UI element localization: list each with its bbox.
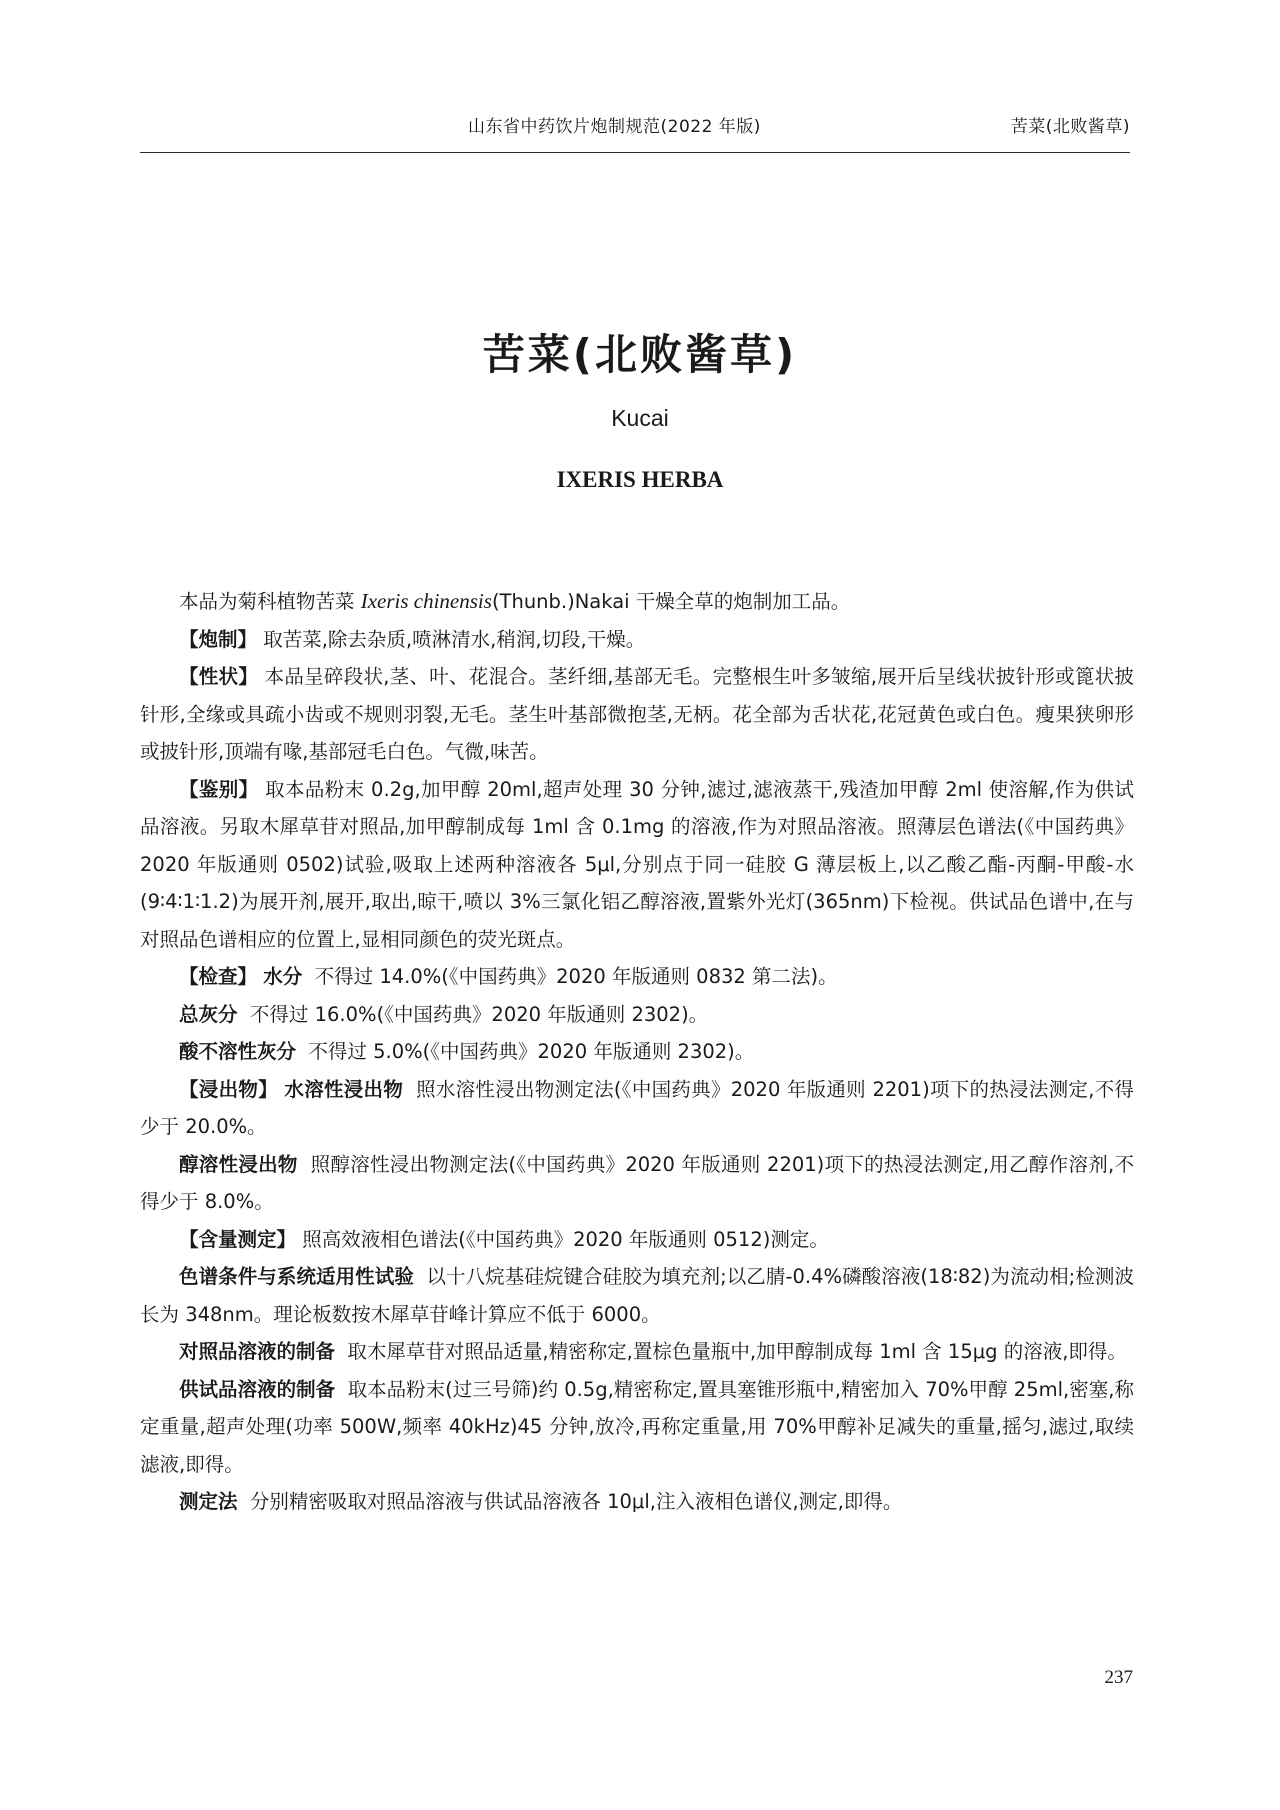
description-text: 本品呈碎段状,茎、叶、花混合。茎纤细,基部无毛。完整根生叶多皱缩,展开后呈线状披针形或篦状披针形,全缘或具疏小齿或不规则羽裂,无毛。茎生叶基部微抱茎,无柄。花全部为舌状花,花冠黄色或白色。瘦果狭卵形或披针形,顶端有喙,基部冠毛白色。气微,味苦。	[140, 665, 1134, 763]
acid-ash-term: 酸不溶性灰分	[179, 1040, 297, 1063]
reference-solution-text: 取木犀草苷对照品适量,精密称定,置棕色量瓶中,加甲醇制成每 1ml 含 15μg 的溶液,即得。	[347, 1340, 1127, 1363]
intro-suffix: (Thunb.)Nakai 干燥全草的炮制加工品。	[491, 590, 851, 613]
intro-paragraph	[140, 583, 1134, 621]
test-solution-term: 供试品溶液的制备	[179, 1377, 336, 1401]
water-extract-text: 照水溶性浸出物测定法(《中国药典》2020 年版通则 2201)项下的热浸法测定,不得少于 20.0%。	[140, 1077, 1134, 1138]
description-paragraph	[140, 658, 1134, 771]
monograph-body	[140, 583, 1134, 1521]
inspection-water-paragraph	[140, 958, 1134, 996]
acid-ash-text: 不得过 5.0%(《中国药典》2020 年版通则 2302)。	[308, 1040, 755, 1063]
processing-paragraph	[140, 621, 1134, 659]
running-header	[140, 112, 1130, 153]
description-label: 【性状】	[179, 665, 259, 688]
running-header-section-title: 苦菜(北败酱草)	[1010, 117, 1130, 137]
assay-label: 【含量测定】	[179, 1227, 297, 1251]
assay-paragraph	[140, 1221, 1134, 1259]
acid-ash-paragraph	[140, 1033, 1134, 1071]
reference-solution-paragraph	[140, 1333, 1134, 1371]
identification-paragraph	[140, 771, 1134, 959]
identification-text: 取本品粉末 0.2g,加甲醇 20ml,超声处理 30 分钟,滤过,滤液蒸干,残渣加甲醇 2ml 使溶解,作为供试品溶液。另取木犀草苷对照品,加甲醇制成每 1ml 含 0.1mg 的溶液,作为对照品溶液。照薄层色谱法(《中国药典》2020 年版通则 0502)试验,吸取上述两种溶液各 5μl,分别点于同一硅胶 G 薄层板上,以乙酸乙酯-丙酮-甲酸-水(9∶4∶1∶1.2)为展开剂,展开,取出,晾干,喷以 3%三氯化铝乙醇溶液,置紫外光灯(365nm)下检视。供试品色谱中,在与对照品色谱相应的位置上,显相同颜色的荧光斑点。	[140, 777, 1134, 951]
species-name: Ixeris chinensis	[360, 589, 492, 613]
processing-label: 【炮制】	[179, 627, 258, 651]
test-solution-text: 取本品粉末(过三号筛)约 0.5g,精密称定,置具塞锥形瓶中,精密加入 70%甲醇 25ml,密塞,称定重量,超声处理(功率 500W,频率 40kHz)45 分钟,放冷,再称定重量,用 70%甲醇补足减失的重量,摇匀,滤过,取续滤液,即得。	[140, 1377, 1134, 1476]
extractives-water-paragraph	[140, 1071, 1134, 1146]
total-ash-term: 总灰分	[179, 1002, 238, 1026]
method-paragraph	[140, 1483, 1134, 1521]
extractives-alcohol-paragraph	[140, 1146, 1134, 1221]
method-term: 测定法	[179, 1490, 238, 1513]
inspection-label: 【检查】	[179, 965, 258, 988]
reference-solution-term: 对照品溶液的制备	[179, 1340, 336, 1363]
pinyin-name: Kucai	[611, 405, 669, 431]
water-text: 不得过 14.0%(《中国药典》2020 年版通则 0832 第二法)。	[314, 965, 838, 988]
identification-label: 【鉴别】	[179, 777, 259, 801]
alcohol-extract-term: 醇溶性浸出物	[179, 1152, 298, 1176]
chromatography-text: 以十八烷基硅烷键合硅胶为填充剂;以乙腈-0.4%磷酸溶液(18∶82)为流动相;检测波长为 348nm。理论板数按木犀草苷峰计算应不低于 6000。	[140, 1265, 1134, 1326]
chromatography-paragraph	[140, 1258, 1134, 1333]
alcohol-extract-text: 照醇溶性浸出物测定法(《中国药典》2020 年版通则 2201)项下的热浸法测定,用乙醇作溶剂,不得少于 8.0%。	[140, 1152, 1134, 1213]
running-header-book-title: 山东省中药饮片炮制规范(2022 年版)	[468, 117, 761, 137]
processing-text: 取苦菜,除去杂质,喷淋清水,稍润,切段,干燥。	[263, 627, 646, 651]
total-ash-text: 不得过 16.0%(《中国药典》2020 年版通则 2302)。	[249, 1002, 709, 1026]
extractives-label: 【浸出物】	[179, 1077, 278, 1101]
assay-text: 照高效液相色谱法(《中国药典》2020 年版通则 0512)测定。	[302, 1227, 829, 1251]
page-number: 237	[1104, 1667, 1133, 1688]
chromatography-term: 色谱条件与系统适用性试验	[179, 1265, 414, 1288]
water-term: 水分	[263, 965, 303, 988]
total-ash-paragraph	[140, 996, 1134, 1034]
latin-name: IXERIS HERBA	[556, 467, 724, 492]
water-extract-term: 水溶性浸出物	[284, 1077, 404, 1101]
test-solution-paragraph	[140, 1371, 1134, 1484]
page-title: 苦菜(北败酱草)	[482, 330, 798, 379]
method-text: 分别精密吸取对照品溶液与供试品溶液各 10μl,注入液相色谱仪,测定,即得。	[249, 1490, 903, 1513]
intro-prefix: 本品为菊科植物苦菜	[179, 590, 361, 613]
